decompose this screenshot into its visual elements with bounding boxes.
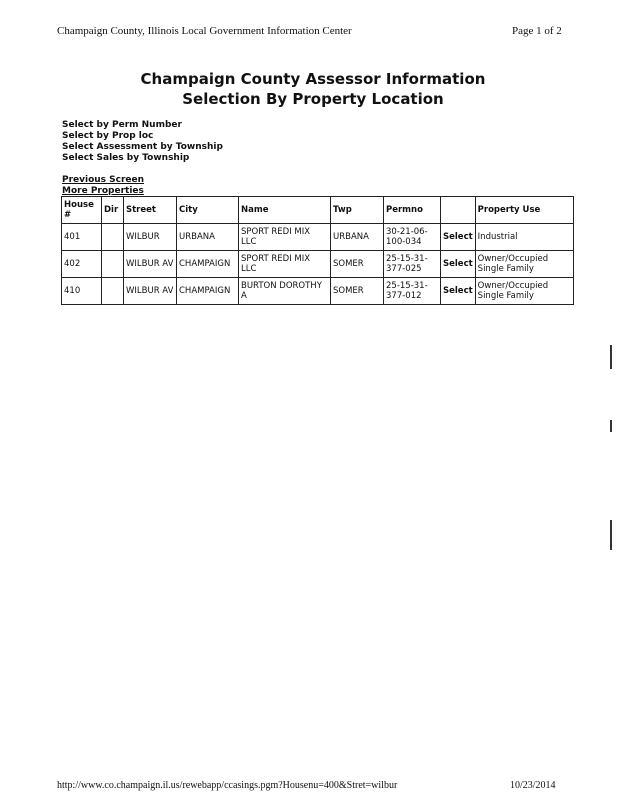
table-header-row [62,197,574,224]
scan-edge-mark [610,420,612,432]
cell-permno: 25-15-31-377-012 [384,278,441,305]
select-assessment-link[interactable]: Select Assessment by Township [62,142,223,152]
col-name: Name [239,197,331,224]
cell-use: Owner/Occupied Single Family [475,251,573,278]
select-sales-link[interactable]: Select Sales by Township [62,153,190,163]
cell-name: BURTON DOROTHY A [239,278,331,305]
print-page-number: Page 1 of 2 [512,25,562,37]
col-street: Street [124,197,177,224]
col-permno: Permno [384,197,441,224]
select-button[interactable]: Select [441,224,476,251]
cell-permno: 25-15-31-377-025 [384,251,441,278]
cell-dir [102,224,124,251]
select-by-perm-link[interactable]: Select by Perm Number [62,120,182,130]
property-table [61,196,574,305]
cell-name: SPORT REDI MIX LLC [239,224,331,251]
cell-street: WILBUR AV [124,278,177,305]
cell-street: WILBUR [124,224,177,251]
col-house: House # [62,197,102,224]
cell-permno: 30-21-06-100-034 [384,224,441,251]
cell-street: WILBUR AV [124,251,177,278]
cell-twp: SOMER [331,278,384,305]
scan-edge-mark [610,520,612,550]
col-dir: Dir [102,197,124,224]
cell-twp: URBANA [331,224,384,251]
print-footer-url: http://www.co.champaign.il.us/rewebapp/ccasings.pgm?Housenu=400&Stret=wilbur [57,780,398,791]
table-row [62,278,574,305]
col-select [441,197,476,224]
table-row [62,224,574,251]
select-by-prop-loc-link[interactable]: Select by Prop loc [62,131,154,141]
cell-house: 402 [62,251,102,278]
cell-house: 401 [62,224,102,251]
previous-screen-link[interactable]: Previous Screen [62,175,145,185]
scan-edge-mark [610,345,612,369]
cell-dir [102,278,124,305]
cell-twp: SOMER [331,251,384,278]
cell-city: URBANA [177,224,239,251]
cell-house: 410 [62,278,102,305]
select-button[interactable]: Select [441,251,476,278]
cell-city: CHAMPAIGN [177,278,239,305]
nav-links [62,175,144,197]
col-property-use: Property Use [475,197,573,224]
more-properties-link[interactable]: More Properties [62,186,144,196]
cell-city: CHAMPAIGN [177,251,239,278]
cell-dir [102,251,124,278]
col-twp: Twp [331,197,384,224]
cell-use: Industrial [475,224,573,251]
cell-name: SPORT REDI MIX LLC [239,251,331,278]
page-subtitle: Selection By Property Location [182,90,444,108]
print-footer-date: 10/23/2014 [510,780,556,791]
print-header-title: Champaign County, Illinois Local Government Information Center [57,25,352,37]
table-row [62,251,574,278]
select-button[interactable]: Select [441,278,476,305]
page-title: Champaign County Assessor Information [140,70,486,88]
select-links [62,120,223,164]
cell-use: Owner/Occupied Single Family [475,278,573,305]
col-city: City [177,197,239,224]
